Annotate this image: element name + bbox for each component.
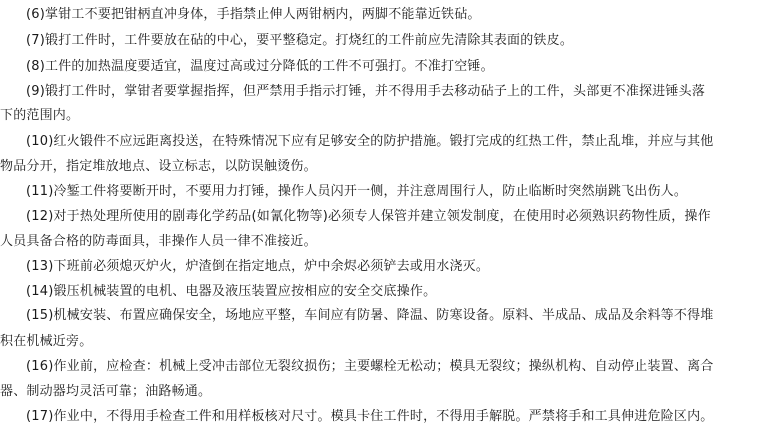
text-line: (12)对于热处理所使用的剧毒化学药品(如氰化物等)必须专人保管并建立领发制度，在使用时必须熟识药物性质，操作 bbox=[26, 209, 711, 224]
text-line: 下的范围内。 bbox=[0, 108, 80, 123]
text-line: (16)作业前，应检查：机械上受冲击部位无裂纹损伤；主要螺栓无松动；模具无裂纹；操纵机构、自动停止装置、离合 bbox=[26, 359, 714, 374]
text-line: 积在机械近旁。 bbox=[0, 334, 93, 349]
text-line: (6)掌钳工不要把钳柄直冲身体，手指禁止伸人两钳柄内，两脚不能靠近铁砧。 bbox=[26, 7, 481, 22]
text-line: (7)锻打工件时，工件要放在砧的中心，要平整稳定。打烧红的工件前应先清除其表面的铁皮。 bbox=[26, 33, 574, 48]
text-line: (15)机械安装、布置应确保安全，场地应平整，车间应有防暑、降温、防寒设备。原料、半成品、成品及余料等不得堆 bbox=[26, 308, 714, 323]
text-line: 器、制动器均灵活可靠；油路畅通。 bbox=[0, 384, 212, 399]
text-line: (13)下班前必须熄灭炉火，炉渣倒在指定地点，炉中余烬必须铲去或用水浇灭。 bbox=[26, 259, 490, 274]
text-line: (11)冷錾工件将要断开时，不要用力打锤，操作人员闪开一侧，并注意周围行人，防止临断时突然崩跳飞出伤人。 bbox=[26, 184, 688, 199]
text-line: (8)工件的加热温度要适宜，温度过高或过分降低的工件不可强打。不准打空锤。 bbox=[26, 59, 494, 74]
text-line: 人员具备合格的防毒面具，非操作人员一律不准接近。 bbox=[0, 234, 317, 249]
text-line: (14)锻压机械装置的电机、电器及液压装置应按相应的安全交底操作。 bbox=[26, 284, 437, 299]
text-line: (9)锻打工件时，掌钳者要掌握指挥，但严禁用手指示打锤，并不得用手去移动砧子上的工件，头部更不准探进锤头落 bbox=[26, 84, 706, 99]
text-line: (17)作业中，不得用手检查工件和用样板核对尺寸。模具卡住工件时，不得用手解脱。严禁将手和工具伸进危险区内。 bbox=[26, 409, 714, 424]
text-line: 物品分开，指定堆放地点、设立标志，以防误触烫伤。 bbox=[0, 159, 317, 174]
text-line: (10)红火锻件不应远距离投送，在特殊情况下应有足够安全的防护措施。锻打完成的红热工件，禁止乱堆，并应与其他 bbox=[26, 134, 714, 149]
